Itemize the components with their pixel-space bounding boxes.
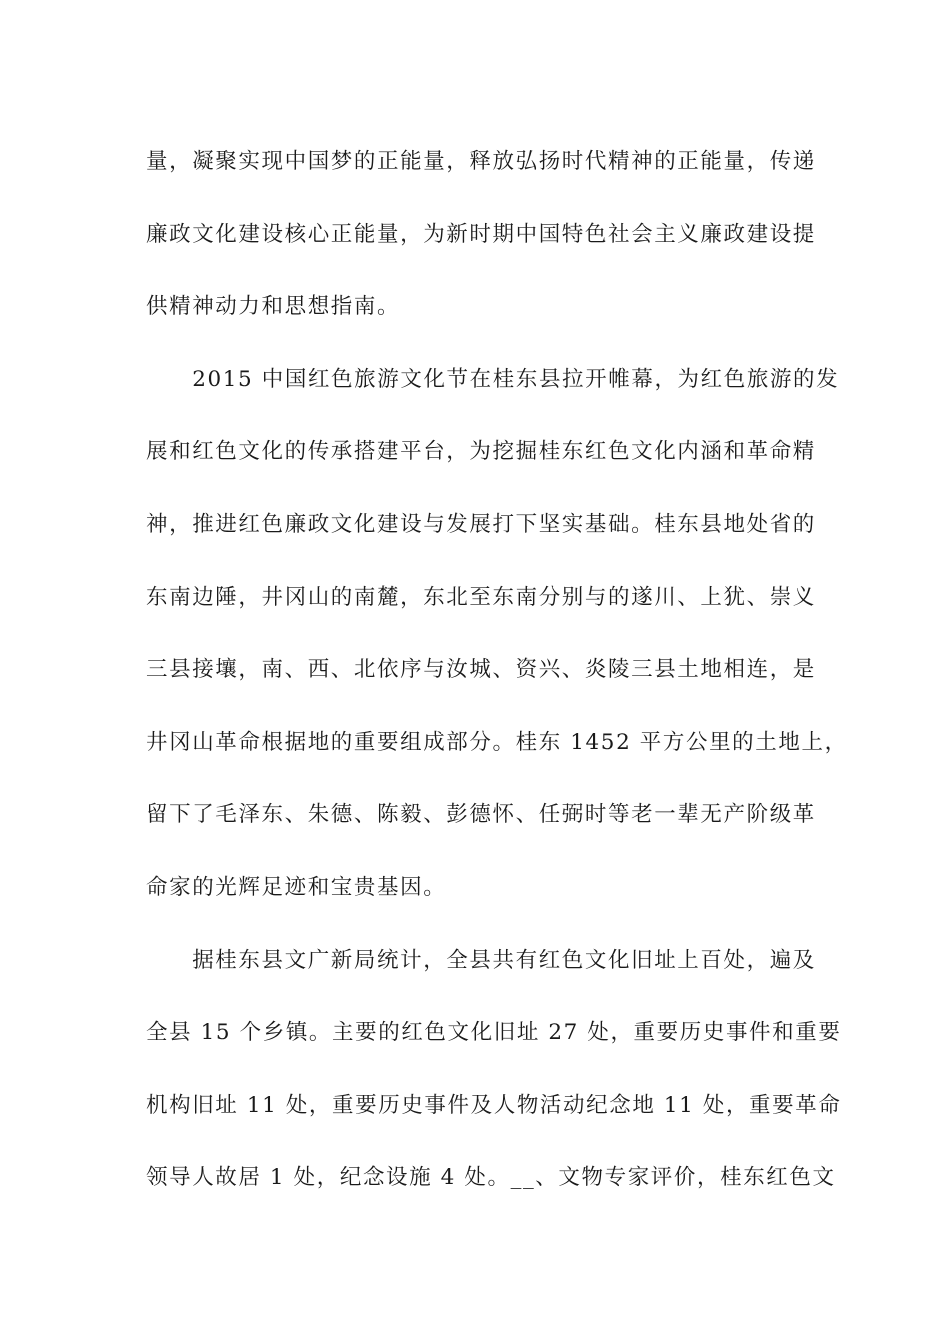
text-line: 廉政文化建设核心正能量，为新时期中国特色社会主义廉政建设提 (146, 221, 816, 247)
text-line: 全县 15 个乡镇。主要的红色文化旧址 27 处，重要历史事件和重要 (146, 1020, 842, 1046)
text-line: 留下了毛泽东、朱德、陈毅、彭德怀、任弼时等老一辈无产阶级革 (146, 802, 816, 828)
text-line: 2015 中国红色旅游文化节在桂东县拉开帷幕，为红色旅游的发 (146, 366, 840, 392)
text-line: 三县接壤，南、西、北依序与汝城、资兴、炎陵三县土地相连，是 (146, 657, 816, 683)
text-line: 量，凝聚实现中国梦的正能量，释放弘扬时代精神的正能量，传递 (146, 149, 816, 174)
text-line: 领导人故居 1 处，纪念设施 4 处。__、文物专家评价，桂东红色文 (146, 1165, 836, 1191)
text-line: 机构旧址 11 处，重要历史事件及人物活动纪念地 11 处，重要革命 (146, 1092, 842, 1118)
text-line: 东南边陲，井冈山的南麓，东北至东南分别与的遂川、上犹、崇义 (146, 584, 816, 610)
text-line: 展和红色文化的传承搭建平台，为挖掘桂东红色文化内涵和革命精 (146, 439, 816, 465)
body-text (146, 126, 848, 1215)
text-line: 命家的光辉足迹和宝贵基因。 (146, 874, 447, 900)
text-line: 据桂东县文广新局统计，全县共有红色文化旧址上百处，遍及 (146, 947, 816, 973)
text-line: 井冈山革命根据地的重要组成部分。桂东 1452 平方公里的土地上， (146, 729, 848, 755)
text-line: 供精神动力和思想指南。 (146, 294, 401, 320)
text-line: 神，推进红色廉政文化建设与发展打下坚实基础。桂东县地处省的 (146, 511, 816, 537)
